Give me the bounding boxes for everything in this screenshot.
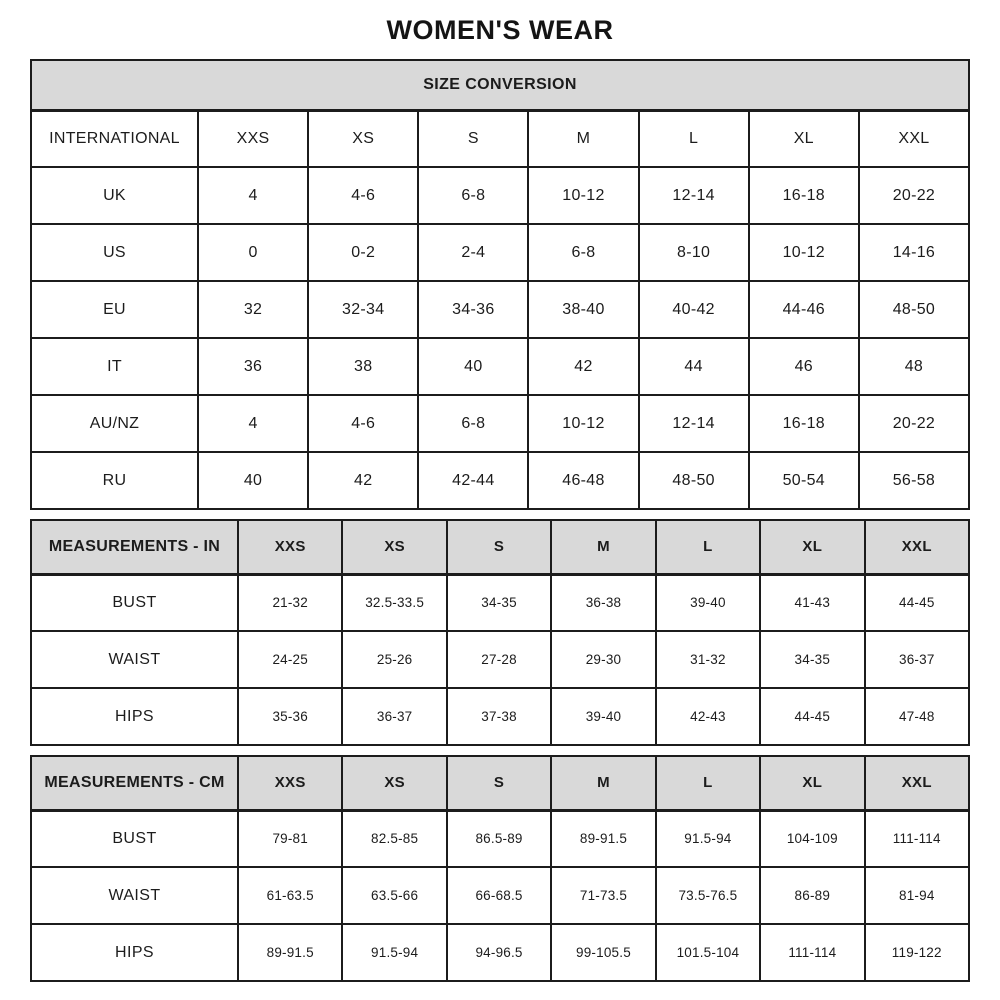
value-cell: 39-40 — [656, 574, 760, 631]
value-cell: 104-109 — [760, 810, 864, 867]
column-header-cell: M — [551, 520, 655, 574]
column-header-cell: S — [447, 756, 551, 810]
value-cell: 44-45 — [760, 688, 864, 745]
value-cell: 89-91.5 — [551, 810, 655, 867]
value-cell: 111-114 — [760, 924, 864, 981]
table-row — [31, 395, 969, 452]
table-row — [31, 631, 969, 688]
column-header-cell: M — [551, 756, 655, 810]
value-cell: 40 — [418, 338, 528, 395]
measurements-cm-table — [30, 755, 970, 982]
value-cell: 47-48 — [865, 688, 969, 745]
size-conversion-banner: SIZE CONVERSION — [31, 60, 969, 110]
value-cell: 94-96.5 — [447, 924, 551, 981]
column-header-cell: XXL — [865, 756, 969, 810]
value-cell: 34-35 — [447, 574, 551, 631]
row-label-cell: UK — [31, 167, 198, 224]
value-cell: 89-91.5 — [238, 924, 342, 981]
value-cell: 46-48 — [528, 452, 638, 509]
table-row — [31, 452, 969, 509]
value-cell: 8-10 — [639, 224, 749, 281]
value-cell: 10-12 — [528, 167, 638, 224]
value-cell: 111-114 — [865, 810, 969, 867]
table-row — [31, 574, 969, 631]
value-cell: 10-12 — [749, 224, 859, 281]
value-cell: 38-40 — [528, 281, 638, 338]
value-cell: 14-16 — [859, 224, 969, 281]
value-cell: 24-25 — [238, 631, 342, 688]
value-cell: 38 — [308, 338, 418, 395]
value-cell: 73.5-76.5 — [656, 867, 760, 924]
value-cell: 44-46 — [749, 281, 859, 338]
measurements-in-table — [30, 519, 970, 746]
value-cell: 34-36 — [418, 281, 528, 338]
value-cell: 32 — [198, 281, 308, 338]
value-cell: 12-14 — [639, 167, 749, 224]
value-cell: 42-43 — [656, 688, 760, 745]
value-cell: 42-44 — [418, 452, 528, 509]
value-cell: 44 — [639, 338, 749, 395]
column-header-cell: XL — [760, 756, 864, 810]
size-conversion-table — [30, 59, 970, 510]
column-header-cell: L — [656, 520, 760, 574]
value-cell: 40-42 — [639, 281, 749, 338]
value-cell: 36-37 — [342, 688, 446, 745]
column-header-cell: XXS — [238, 756, 342, 810]
row-label-cell: INTERNATIONAL — [31, 110, 198, 167]
value-cell: 16-18 — [749, 395, 859, 452]
value-cell: 32-34 — [308, 281, 418, 338]
measurements-cm-body — [31, 810, 969, 981]
column-header-cell: L — [656, 756, 760, 810]
value-cell: 27-28 — [447, 631, 551, 688]
value-cell: 99-105.5 — [551, 924, 655, 981]
value-cell: 56-58 — [859, 452, 969, 509]
column-header-cell: XXS — [238, 520, 342, 574]
value-cell: 86-89 — [760, 867, 864, 924]
value-cell: 0 — [198, 224, 308, 281]
value-cell: 119-122 — [865, 924, 969, 981]
value-cell: 66-68.5 — [447, 867, 551, 924]
row-label-cell: RU — [31, 452, 198, 509]
value-cell: XS — [308, 110, 418, 167]
value-cell: 91.5-94 — [342, 924, 446, 981]
value-cell: 2-4 — [418, 224, 528, 281]
column-header-cell: S — [447, 520, 551, 574]
value-cell: L — [639, 110, 749, 167]
table-row — [31, 110, 969, 167]
value-cell: 44-45 — [865, 574, 969, 631]
column-header-cell: XXL — [865, 520, 969, 574]
value-cell: 32.5-33.5 — [342, 574, 446, 631]
value-cell: 48-50 — [639, 452, 749, 509]
row-label-cell: AU/NZ — [31, 395, 198, 452]
row-label-cell: HIPS — [31, 924, 238, 981]
column-header-cell: XS — [342, 520, 446, 574]
value-cell: 39-40 — [551, 688, 655, 745]
value-cell: 4-6 — [308, 395, 418, 452]
table-row — [31, 688, 969, 745]
value-cell: S — [418, 110, 528, 167]
value-cell: 29-30 — [551, 631, 655, 688]
row-label-cell: US — [31, 224, 198, 281]
value-cell: 25-26 — [342, 631, 446, 688]
value-cell: 40 — [198, 452, 308, 509]
value-cell: 86.5-89 — [447, 810, 551, 867]
value-cell: 50-54 — [749, 452, 859, 509]
value-cell: 71-73.5 — [551, 867, 655, 924]
row-label-cell: WAIST — [31, 631, 238, 688]
value-cell: 81-94 — [865, 867, 969, 924]
value-cell: 16-18 — [749, 167, 859, 224]
value-cell: 35-36 — [238, 688, 342, 745]
row-label-cell: WAIST — [31, 867, 238, 924]
value-cell: 48 — [859, 338, 969, 395]
measurements-in-body — [31, 574, 969, 745]
measurements-cm-header-row — [31, 756, 969, 810]
value-cell: 20-22 — [859, 395, 969, 452]
table-row — [31, 224, 969, 281]
row-label-cell: BUST — [31, 810, 238, 867]
value-cell: M — [528, 110, 638, 167]
table-row — [31, 167, 969, 224]
table-title-cell: MEASUREMENTS - CM — [31, 756, 238, 810]
value-cell: 101.5-104 — [656, 924, 760, 981]
value-cell: 6-8 — [418, 167, 528, 224]
value-cell: 48-50 — [859, 281, 969, 338]
value-cell: 10-12 — [528, 395, 638, 452]
value-cell: 37-38 — [447, 688, 551, 745]
value-cell: 36-37 — [865, 631, 969, 688]
measurements-in-header-row — [31, 520, 969, 574]
value-cell: 36-38 — [551, 574, 655, 631]
value-cell: 36 — [198, 338, 308, 395]
table-title-cell: MEASUREMENTS - IN — [31, 520, 238, 574]
value-cell: XXL — [859, 110, 969, 167]
value-cell: 42 — [528, 338, 638, 395]
value-cell: XL — [749, 110, 859, 167]
row-label-cell: EU — [31, 281, 198, 338]
row-label-cell: IT — [31, 338, 198, 395]
table-row — [31, 924, 969, 981]
value-cell: 4 — [198, 395, 308, 452]
value-cell: 4 — [198, 167, 308, 224]
value-cell: 82.5-85 — [342, 810, 446, 867]
value-cell: 4-6 — [308, 167, 418, 224]
value-cell: 91.5-94 — [656, 810, 760, 867]
value-cell: 61-63.5 — [238, 867, 342, 924]
column-header-cell: XS — [342, 756, 446, 810]
value-cell: XXS — [198, 110, 308, 167]
value-cell: 79-81 — [238, 810, 342, 867]
row-label-cell: BUST — [31, 574, 238, 631]
value-cell: 46 — [749, 338, 859, 395]
size-conversion-body — [31, 110, 969, 509]
row-label-cell: HIPS — [31, 688, 238, 745]
value-cell: 31-32 — [656, 631, 760, 688]
size-conversion-banner-row — [31, 60, 969, 110]
page-title: WOMEN'S WEAR — [386, 15, 614, 45]
value-cell: 6-8 — [418, 395, 528, 452]
value-cell: 41-43 — [760, 574, 864, 631]
table-row — [31, 867, 969, 924]
value-cell: 34-35 — [760, 631, 864, 688]
value-cell: 0-2 — [308, 224, 418, 281]
table-row — [31, 338, 969, 395]
value-cell: 21-32 — [238, 574, 342, 631]
value-cell: 20-22 — [859, 167, 969, 224]
value-cell: 12-14 — [639, 395, 749, 452]
table-row — [31, 810, 969, 867]
value-cell: 6-8 — [528, 224, 638, 281]
value-cell: 63.5-66 — [342, 867, 446, 924]
column-header-cell: XL — [760, 520, 864, 574]
value-cell: 42 — [308, 452, 418, 509]
table-row — [31, 281, 969, 338]
